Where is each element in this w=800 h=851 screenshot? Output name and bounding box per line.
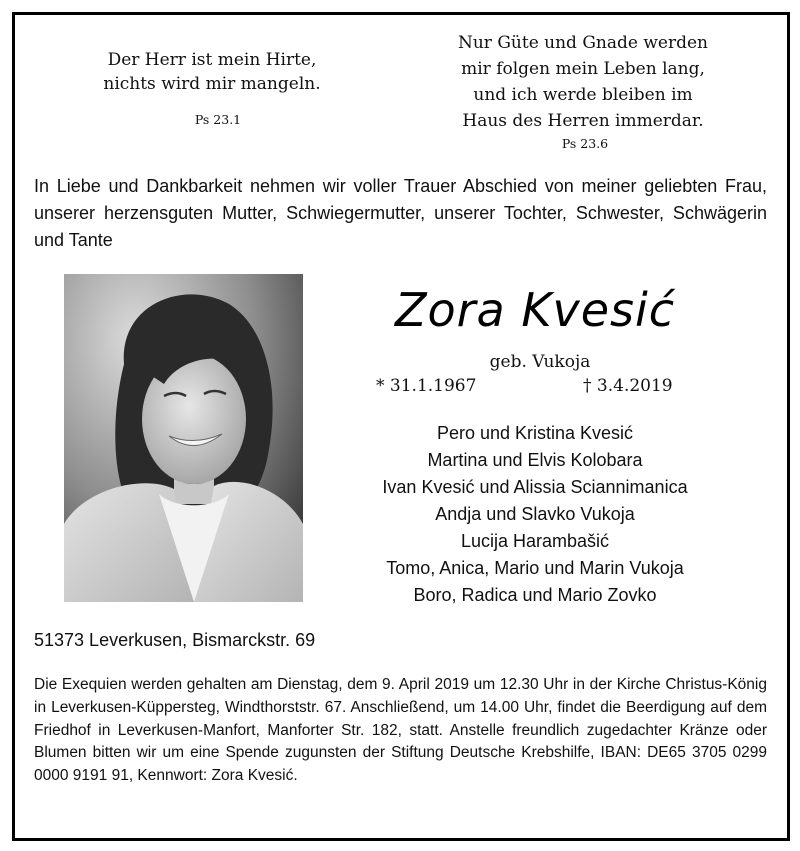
verse-line: Nur Güte und Gnade werden	[457, 33, 708, 53]
deceased-name: Zora Kvesić	[394, 283, 676, 337]
verse-line: mir folgen mein Leben lang,	[461, 59, 705, 79]
portrait-photo	[64, 274, 303, 602]
family-member: Boro, Radica und Mario Zovko	[413, 585, 657, 605]
intro-text	[34, 173, 767, 254]
family-member: Andja und Slavko Vukoja	[435, 504, 635, 524]
family-member: Tomo, Anica, Mario und Marin Vukoja	[386, 558, 684, 578]
family-member: Martina und Elvis Kolobara	[427, 450, 643, 470]
verse-line: Haus des Herren immerdar.	[462, 111, 704, 131]
verse-line: Der Herr ist mein Hirte,	[107, 50, 317, 70]
psalm-verse-right	[438, 30, 728, 134]
family-member: Ivan Kvesić und Alissia Sciannimanica	[382, 477, 688, 497]
birth-name: geb. Vukoja	[489, 352, 591, 372]
address: 51373 Leverkusen, Bismarckstr. 69	[34, 630, 316, 650]
psalm-reference-right: Ps 23.6	[561, 136, 609, 151]
verse-line: nichts wird mir mangeln.	[103, 74, 321, 94]
verse-line: und ich werde bleiben im	[473, 85, 693, 105]
family-member: Lucija Harambašić	[460, 531, 610, 551]
psalm-reference-left: Ps 23.1	[194, 112, 242, 127]
funeral-details: Die Exequien werden gehalten am Dienstag, dem 9. April 2019 um 12.30 Uhr in der Kirche Christus-König in Leverkusen-Küppersteg, Windthorststr. 67. Anschließend, um 14.00 Uhr, findet die Beerdigung auf dem Friedhof in Leverkusen-Manfort, Manforter Str. 182, statt. Anstelle freundlich zugedachter Kränze oder Blumen bitten wir um eine Spende zugunsten der Stiftung Deutsche Krebshilfe, IBAN: DE65 3705 0299 0000 9191 91, Kennwort: Zora Kvesić.	[34, 676, 767, 785]
birth-date: * 31.1.1967	[376, 376, 477, 396]
intro-paragraph: In Liebe und Dankbarkeit nehmen wir voller Trauer Abschied von meiner geliebten Frau, unserer herzensguten Mutter, Schwiegermutter, unserer Tochter, Schwester, Schwägerin und Tante	[34, 176, 767, 250]
family-list	[350, 420, 720, 609]
death-date: † 3.4.2019	[583, 376, 673, 396]
family-member: Pero und Kristina Kvesić	[436, 423, 634, 443]
psalm-verse-left	[82, 48, 342, 96]
